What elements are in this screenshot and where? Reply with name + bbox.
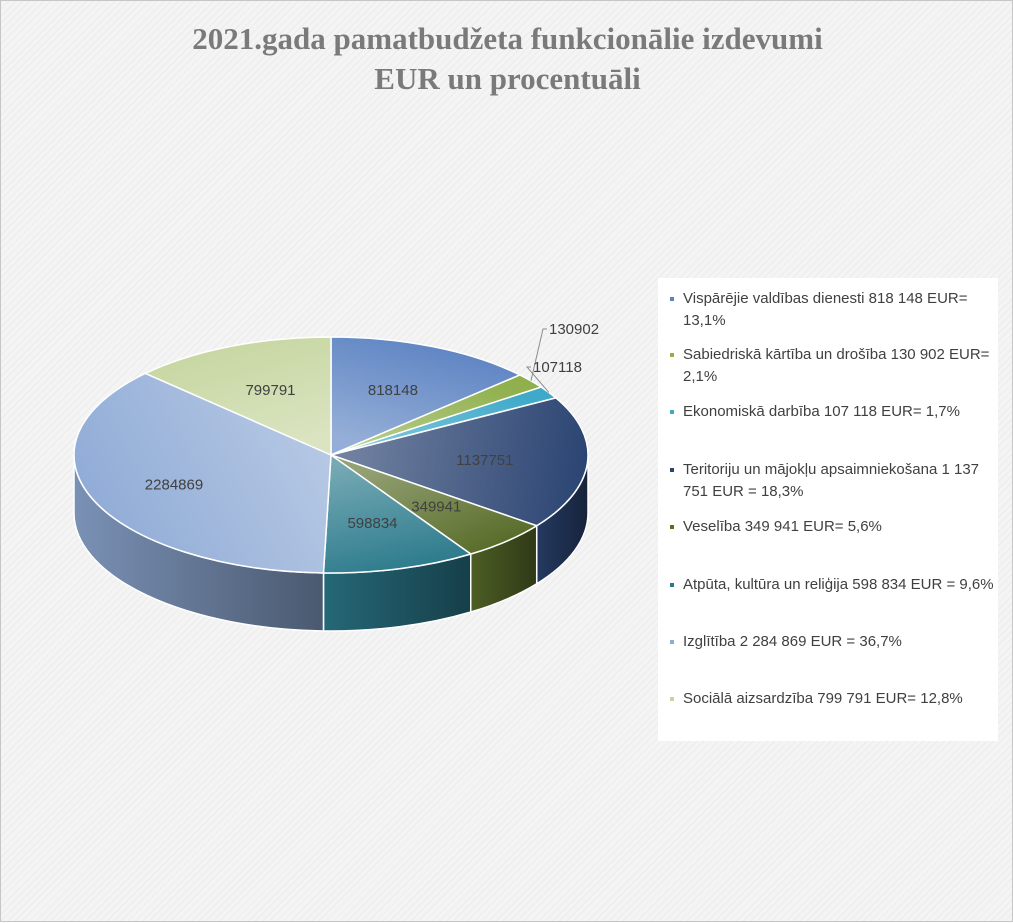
data-label-2: 107118	[533, 359, 582, 376]
legend-item-5	[670, 574, 996, 596]
legend-label-5: Atpūta, kultūra un reliģija 598 834 EUR = 9,6%	[683, 576, 994, 593]
legend-label-3: Teritoriju un mājokļu apsaimniekošana 1 137 751 EUR = 18,3%	[683, 461, 980, 500]
legend-marker-6	[670, 640, 674, 644]
legend-label-6: Izglītība 2 284 869 EUR = 36,7%	[683, 633, 902, 650]
legend-item-4	[670, 516, 996, 538]
legend-marker-1	[670, 353, 674, 357]
chart-title-line-1: 2021.gada pamatbudžeta funkcionālie izdevumi	[192, 21, 823, 56]
data-label-3: 1137751	[456, 451, 514, 469]
legend-label-1: Sabiedriskā kārtība un drošība 130 902 EUR= 2,1%	[683, 346, 990, 385]
legend-item-3	[670, 459, 996, 503]
legend-item-7	[670, 688, 996, 710]
data-label-1: 130902	[549, 321, 600, 338]
legend-item-1	[670, 344, 996, 388]
legend-item-2	[670, 401, 996, 423]
data-label-6: 2284869	[144, 476, 204, 494]
data-label-4: 349941	[411, 498, 462, 516]
data-label-5: 598834	[347, 515, 398, 533]
legend-marker-4	[670, 525, 674, 529]
legend-label-0: Vispārējie valdības dienesti 818 148 EUR= 13,1%	[683, 290, 968, 329]
legend-marker-7	[670, 697, 674, 701]
data-label-7: 799791	[245, 381, 296, 399]
legend-marker-3	[670, 468, 674, 472]
legend-label-4: Veselība 349 941 EUR= 5,6%	[683, 518, 882, 535]
chart-title-line-2: EUR un procentuāli	[374, 61, 641, 96]
data-label-0: 818148	[367, 382, 418, 400]
legend	[658, 278, 998, 741]
legend-item-6	[670, 631, 996, 653]
legend-label-7: Sociālā aizsardzība 799 791 EUR= 12,8%	[683, 690, 963, 707]
legend-marker-2	[670, 410, 674, 414]
legend-item-0	[670, 288, 996, 332]
legend-marker-0	[670, 297, 674, 301]
legend-label-2: Ekonomiskā darbība 107 118 EUR= 1,7%	[683, 403, 960, 420]
legend-marker-5	[670, 583, 674, 587]
